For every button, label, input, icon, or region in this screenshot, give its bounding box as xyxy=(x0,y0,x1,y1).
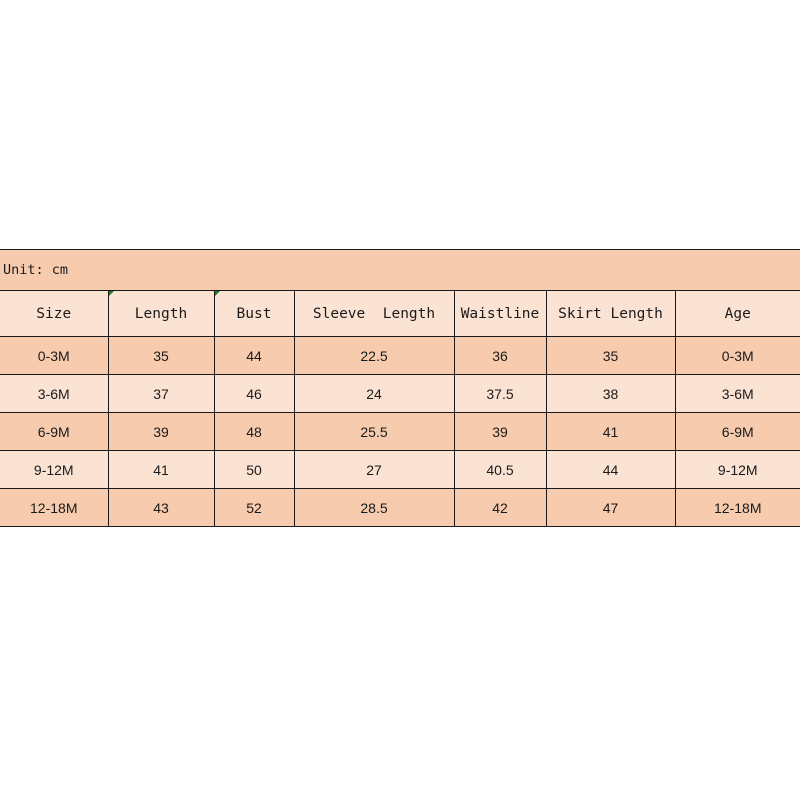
cell-bust: 52 xyxy=(214,489,294,527)
cell-sleeve-length: 28.5 xyxy=(294,489,454,527)
cell-waistline: 37.5 xyxy=(454,375,546,413)
cell-age: 12-18M xyxy=(675,489,800,527)
unit-label: Unit: cm xyxy=(0,250,800,291)
cell-bust: 50 xyxy=(214,451,294,489)
table-row xyxy=(0,451,800,489)
cell-length: 37 xyxy=(108,375,214,413)
cell-length: 41 xyxy=(108,451,214,489)
cell-skirt-length: 44 xyxy=(546,451,675,489)
cell-skirt-length: 47 xyxy=(546,489,675,527)
cell-sleeve-length: 22.5 xyxy=(294,337,454,375)
cell-age: 0-3M xyxy=(675,337,800,375)
cell-marker xyxy=(215,291,220,296)
cell-size: 3-6M xyxy=(0,375,108,413)
cell-skirt-length: 38 xyxy=(546,375,675,413)
cell-bust: 46 xyxy=(214,375,294,413)
cell-marker xyxy=(109,291,114,296)
cell-sleeve-length: 27 xyxy=(294,451,454,489)
cell-age: 6-9M xyxy=(675,413,800,451)
header-skirt-length: Skirt Length xyxy=(546,291,675,337)
cell-waistline: 42 xyxy=(454,489,546,527)
cell-length: 39 xyxy=(108,413,214,451)
header-bust xyxy=(214,291,294,337)
cell-skirt-length: 35 xyxy=(546,337,675,375)
cell-age: 9-12M xyxy=(675,451,800,489)
size-chart-table xyxy=(0,249,800,527)
header-size: Size xyxy=(0,291,108,337)
cell-bust: 44 xyxy=(214,337,294,375)
table-row xyxy=(0,413,800,451)
cell-age: 3-6M xyxy=(675,375,800,413)
cell-size: 12-18M xyxy=(0,489,108,527)
table-row xyxy=(0,337,800,375)
cell-length: 43 xyxy=(108,489,214,527)
header-bust-label: Bust xyxy=(236,305,272,322)
header-length xyxy=(108,291,214,337)
cell-length: 35 xyxy=(108,337,214,375)
cell-bust: 48 xyxy=(214,413,294,451)
cell-waistline: 40.5 xyxy=(454,451,546,489)
header-sleeve-length: Sleeve Length xyxy=(294,291,454,337)
table-row xyxy=(0,489,800,527)
header-length-label: Length xyxy=(134,305,188,322)
header-age: Age xyxy=(675,291,800,337)
unit-row xyxy=(0,250,800,291)
cell-size: 0-3M xyxy=(0,337,108,375)
cell-size: 9-12M xyxy=(0,451,108,489)
cell-waistline: 39 xyxy=(454,413,546,451)
cell-sleeve-length: 24 xyxy=(294,375,454,413)
cell-skirt-length: 41 xyxy=(546,413,675,451)
cell-sleeve-length: 25.5 xyxy=(294,413,454,451)
table-row xyxy=(0,375,800,413)
header-row xyxy=(0,291,800,337)
cell-size: 6-9M xyxy=(0,413,108,451)
header-waistline: Waistline xyxy=(454,291,546,337)
cell-waistline: 36 xyxy=(454,337,546,375)
